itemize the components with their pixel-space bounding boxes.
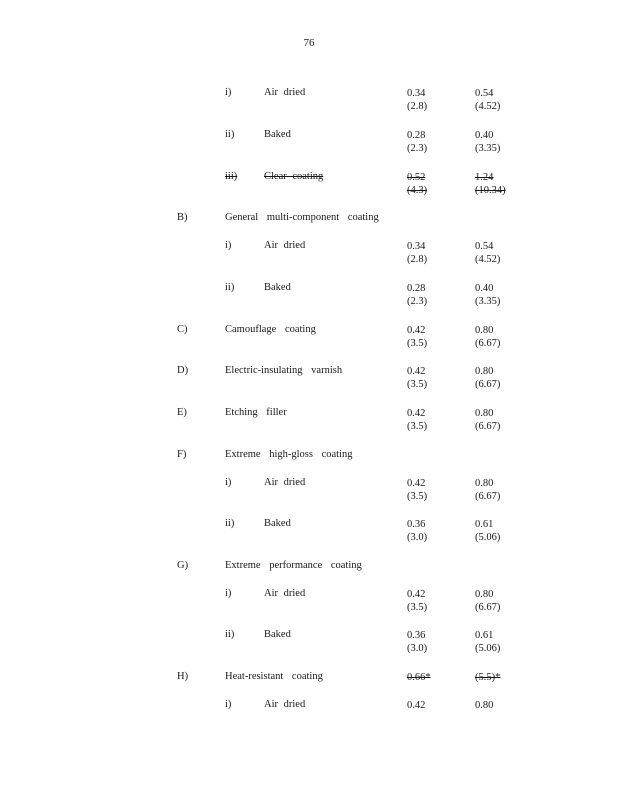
value-column-2-line-1: (5.5)* [475, 672, 501, 683]
value-column-1-line-1: 0.42 [407, 366, 426, 377]
subsection-row [0, 477, 618, 505]
value-column-1 [407, 671, 431, 684]
value-column-2-line-2: (3.35) [475, 143, 501, 154]
value-column-2 [475, 407, 500, 433]
value-column-2-line-2: (3.35) [475, 296, 501, 307]
subsection-label: Baked [264, 629, 291, 640]
value-column-1-line-1: 0.42 [407, 325, 426, 336]
value-column-1-line-1: 0.42 [407, 589, 426, 600]
section-row [0, 671, 618, 699]
subsection-label: Air dried [264, 588, 306, 599]
subsection-numeral: i) [225, 87, 232, 98]
value-column-1-line-2: (2.3) [407, 296, 428, 307]
value-column-2 [475, 518, 500, 544]
value-column-1 [407, 365, 427, 391]
section-row [0, 365, 618, 393]
value-column-2 [475, 282, 500, 308]
subsection-label: Air dried [264, 699, 306, 710]
value-column-1 [407, 407, 427, 433]
section-label: General multi-component coating [225, 212, 379, 223]
section-label: Extreme performance coating [225, 560, 362, 571]
value-column-2-line-1: 0.80 [475, 408, 494, 419]
value-column-2 [475, 588, 500, 614]
subsection-label: Baked [264, 282, 291, 293]
value-column-1 [407, 282, 427, 308]
value-column-1 [407, 87, 427, 113]
value-column-2 [475, 87, 500, 113]
value-column-2-line-1: 0.54 [475, 88, 494, 99]
subsection-label: Air dried [264, 87, 306, 98]
section-letter: D) [177, 365, 189, 376]
subsection-numeral: i) [225, 477, 232, 488]
value-column-1-line-1: 0.34 [407, 241, 426, 252]
value-column-1 [407, 588, 427, 614]
subsection-numeral: ii) [225, 629, 235, 640]
value-column-1-line-1: 0.34 [407, 88, 426, 99]
subsection-numeral: i) [225, 588, 232, 599]
value-column-2-line-1: 0.80 [475, 700, 494, 711]
subsection-label: Air dried [264, 477, 306, 488]
value-column-2 [475, 171, 506, 197]
page-number: 76 [303, 37, 315, 49]
subsection-label: Baked [264, 518, 291, 529]
value-column-2 [475, 629, 500, 655]
subsection-row [0, 282, 618, 310]
value-column-1-line-2: (3.5) [407, 379, 428, 390]
value-column-2-line-1: 0.61 [475, 519, 494, 530]
value-column-1 [407, 699, 425, 712]
value-column-2-line-1: 0.80 [475, 589, 494, 600]
value-column-1 [407, 518, 427, 544]
value-column-2-line-1: 1.24 [475, 172, 494, 183]
subsection-row [0, 699, 618, 727]
value-column-1-line-2: (3.0) [407, 643, 428, 654]
section-label: Electric-insulating varnish [225, 365, 343, 376]
section-label: Heat-resistant coating [225, 671, 323, 682]
subsection-label: Baked [264, 129, 291, 140]
subsection-label: Clear coating [264, 171, 324, 182]
value-column-1-line-2: (2.8) [407, 254, 428, 265]
value-column-1-line-2: (3.5) [407, 421, 428, 432]
section-row [0, 560, 618, 588]
value-column-1-line-1: 0.28 [407, 130, 426, 141]
value-column-1-line-1: 0.36 [407, 630, 426, 641]
value-column-1-line-2: (2.8) [407, 101, 428, 112]
section-letter: C) [177, 324, 188, 335]
value-column-2-line-2: (6.67) [475, 338, 501, 349]
value-column-1-line-2: (3.5) [407, 602, 428, 613]
value-column-2-line-2: (6.67) [475, 602, 501, 613]
value-column-2 [475, 671, 500, 684]
subsection-numeral: i) [225, 699, 232, 710]
value-column-2 [475, 324, 500, 350]
value-column-2-line-1: 0.80 [475, 325, 494, 336]
value-column-1 [407, 240, 427, 266]
section-label: Extreme high-gloss coating [225, 449, 353, 460]
section-letter: B) [177, 212, 188, 223]
value-column-2-line-2: (6.67) [475, 421, 501, 432]
value-column-1 [407, 477, 427, 503]
value-column-1-line-1: 0.36 [407, 519, 426, 530]
value-column-1-line-1: 0.66* [407, 672, 431, 683]
value-column-1-line-1: 0.28 [407, 283, 426, 294]
value-column-2-line-1: 0.40 [475, 130, 494, 141]
subsection-row [0, 518, 618, 546]
value-column-2-line-1: 0.80 [475, 366, 494, 377]
section-letter: E) [177, 407, 187, 418]
subsection-row [0, 87, 618, 115]
value-column-2-line-2: (4.52) [475, 101, 501, 112]
value-column-1-line-1: 0.42 [407, 408, 426, 419]
subsection-row [0, 588, 618, 616]
subsection-numeral: ii) [225, 282, 235, 293]
value-column-1 [407, 171, 427, 197]
subsection-numeral: ii) [225, 129, 235, 140]
value-column-1 [407, 324, 427, 350]
section-label: Etching filler [225, 407, 287, 418]
value-column-2-line-2: (5.06) [475, 532, 501, 543]
value-column-2-line-1: 0.80 [475, 478, 494, 489]
value-column-1-line-2: (2.3) [407, 143, 428, 154]
subsection-numeral: ii) [225, 518, 235, 529]
section-label: Camouflage coating [225, 324, 316, 335]
value-column-1-line-1: 0.42 [407, 700, 426, 711]
value-column-2-line-2: (10.34) [475, 185, 506, 196]
value-column-1-line-1: 0.52 [407, 172, 426, 183]
value-column-1 [407, 629, 427, 655]
value-column-1-line-2: (3.0) [407, 532, 428, 543]
value-column-2 [475, 240, 500, 266]
section-letter: H) [177, 671, 189, 682]
subsection-label: Air dried [264, 240, 306, 251]
section-row [0, 449, 618, 477]
value-column-2 [475, 699, 493, 712]
value-column-1-line-2: (3.5) [407, 338, 428, 349]
value-column-2-line-1: 0.40 [475, 283, 494, 294]
value-column-2-line-2: (4.52) [475, 254, 501, 265]
subsection-row [0, 240, 618, 268]
value-column-2-line-2: (6.67) [475, 379, 501, 390]
value-column-2-line-2: (5.06) [475, 643, 501, 654]
section-letter: G) [177, 560, 189, 571]
value-column-2 [475, 365, 500, 391]
section-row [0, 212, 618, 240]
section-row [0, 324, 618, 352]
value-column-1 [407, 129, 427, 155]
section-letter: F) [177, 449, 187, 460]
value-column-2-line-1: 0.61 [475, 630, 494, 641]
value-column-2-line-2: (6.67) [475, 491, 501, 502]
section-row [0, 407, 618, 435]
value-column-1-line-1: 0.42 [407, 478, 426, 489]
value-column-2 [475, 129, 500, 155]
subsection-numeral: iii) [225, 171, 238, 182]
value-column-1-line-2: (3.5) [407, 491, 428, 502]
subsection-row [0, 171, 618, 199]
subsection-row [0, 629, 618, 657]
subsection-numeral: i) [225, 240, 232, 251]
value-column-2 [475, 477, 500, 503]
value-column-2-line-1: 0.54 [475, 241, 494, 252]
subsection-row [0, 129, 618, 157]
value-column-1-line-2: (4.3) [407, 185, 428, 196]
